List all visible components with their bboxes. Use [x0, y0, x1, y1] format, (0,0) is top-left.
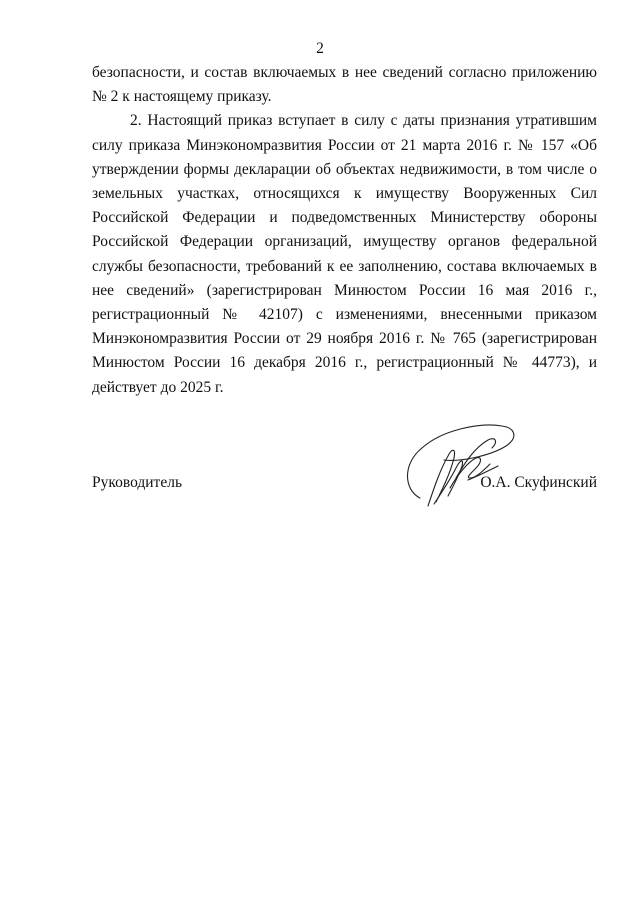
signatory-position: Руководитель	[92, 474, 183, 491]
document-body	[92, 61, 597, 400]
page-number: 2	[316, 40, 324, 57]
paragraph-continuation: безопасности, и состав включаемых в нее сведений согласно приложению № 2 к настоящему приказу.	[92, 64, 597, 106]
signatory-name: О.А. Скуфинский	[480, 474, 597, 491]
paragraph-2: 2. Настоящий приказ вступает в силу с даты признания утратившим силу приказа Минэкономразвития России от 21 марта 2016 г. № 157 «Об утверждении формы декларации об объектах недвижимости, в том числе о земельных участках, относящихся к имуществу Вооруженных Сил Российской Федерации и подведомственных Министерству обороны Российской Федерации организаций, имуществу органов федеральной службы безопасности, требований к ее заполнению, состава включаемых в нее сведений» (зарегистрирован Минюстом России 16 мая 2016 г., регистрационный № 42107) с изменениями, внесенными приказом Минэкономразвития России от 29 ноября 2016 г. № 765 (зарегистрирован Минюстом России 16 декабря 2016 г., регистрационный № 44773), и действует до 2025 г.	[92, 112, 597, 396]
handwritten-signature	[398, 418, 528, 510]
